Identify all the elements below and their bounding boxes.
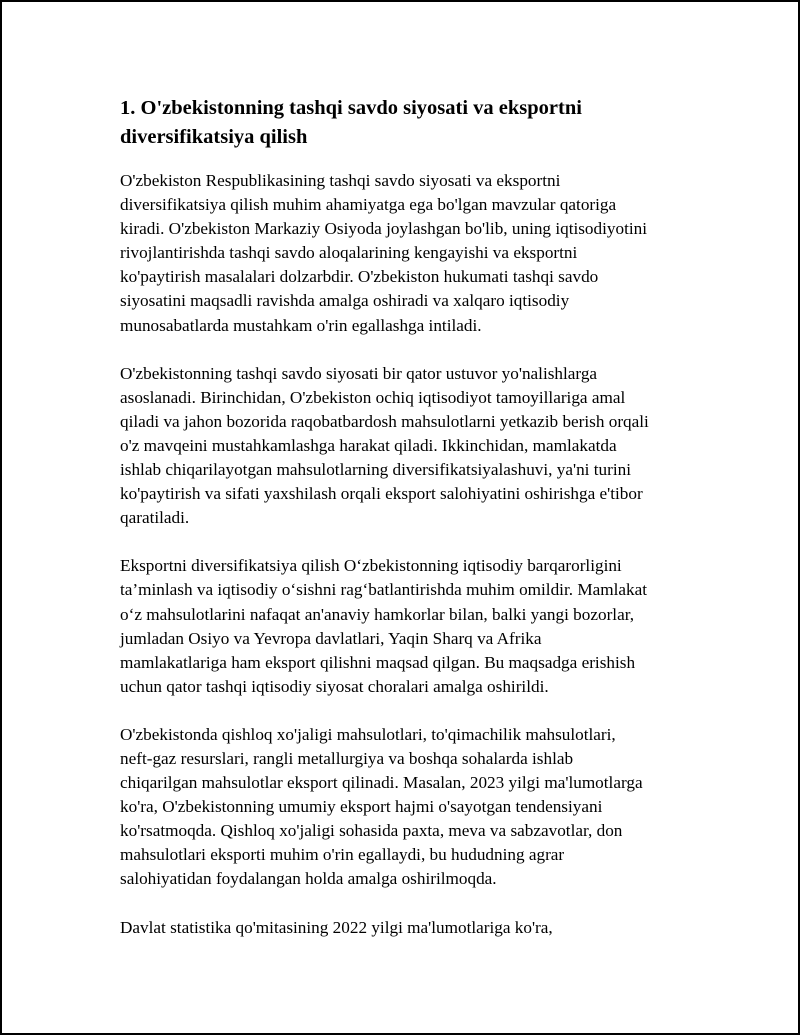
paragraph-line: rivojlantirishda tashqi savdo aloqalarining kengayishi va eksportni bbox=[120, 243, 578, 263]
paragraph-line: diversifikatsiya qilish muhim ahamiyatga ega bo'lgan mavzular qatoriga bbox=[120, 195, 617, 215]
paragraph-line: jumladan Osiyo va Yevropa davlatlari, Yaqin Sharq va Afrika bbox=[120, 628, 542, 648]
paragraph-line: ishlab chiqarilayotgan mahsulotlarning diversifikatsiyalashuvi, ya'ni turini bbox=[120, 460, 631, 480]
paragraph-line: O'zbekistonda qishloq xo'jaligi mahsulotlari, to'qimachilik mahsulotlari, bbox=[120, 724, 616, 744]
paragraph-line: Eksportni diversifikatsiya qilish O‘zbekistonning iqtisodiy barqarorligini bbox=[120, 556, 622, 576]
paragraph-line: qaratiladi. bbox=[120, 508, 190, 528]
paragraph-line: ko'paytirish va sifati yaxshilash orqali eksport salohiyatini oshirishga e'tibor bbox=[120, 484, 643, 504]
paragraph bbox=[120, 916, 692, 940]
paragraph-line: o‘z mahsulotlarini nafaqat an'anaviy hamkorlar bilan, balki yangi bozorlar, bbox=[120, 604, 635, 624]
paragraph-line: siyosatini maqsadli ravishda amalga oshiradi va xalqaro iqtisodiy bbox=[120, 291, 570, 311]
paragraph-line: qiladi va jahon bozorida raqobatbardosh mahsulotlarni yetkazib berish orqali bbox=[120, 411, 649, 431]
paragraph-line: mahsulotlari eksporti muhim o'rin egallaydi, bu hududning agrar bbox=[120, 845, 565, 865]
paragraph-line: munosabatlarda mustahkam o'rin egallashga intiladi. bbox=[120, 315, 482, 335]
section-heading bbox=[120, 94, 692, 152]
paragraph-line: O'zbekiston Respublikasining tashqi savdo siyosati va eksportni bbox=[120, 171, 561, 190]
paragraph-line: asoslanadi. Birinchidan, O'zbekiston ochiq iqtisodiyot tamoyillariga amal bbox=[120, 387, 626, 407]
paragraph-line: neft-gaz resurslari, rangli metallurgiya va boshqa sohalarda ishlab bbox=[120, 748, 574, 768]
paragraph bbox=[120, 723, 692, 892]
body-text bbox=[120, 169, 692, 940]
paragraph-line: ko'rsatmoqda. Qishloq xo'jaligi sohasida paxta, meva va sabzavotlar, don bbox=[120, 821, 623, 841]
paragraph-line: salohiyatidan foydalangan holda amalga oshirilmoqda. bbox=[120, 869, 497, 889]
paragraph-line: o'z mavqeini mustahkamlashga harakat qiladi. Ikkinchidan, mamlakatda bbox=[120, 435, 617, 455]
paragraph-line: ko'ra, O'zbekistonning umumiy eksport hajmi o'sayotgan tendensiyani bbox=[120, 797, 603, 817]
paragraph-line: O'zbekistonning tashqi savdo siyosati bir qator ustuvor yo'nalishlarga bbox=[120, 363, 598, 383]
paragraph-line: chiqarilgan mahsulotlar eksport qilinadi. Masalan, 2023 yilgi ma'lumotlarga bbox=[120, 773, 643, 793]
paragraph bbox=[120, 362, 692, 531]
document-content bbox=[120, 94, 692, 964]
paragraph-line: uchun qator tashqi iqtisodiy siyosat choralari amalga oshirildi. bbox=[120, 676, 549, 696]
paragraph bbox=[120, 169, 692, 338]
paragraph-line: Davlat statistika qo'mitasining 2022 yilgi ma'lumotlariga ko'ra, bbox=[120, 917, 553, 937]
paragraph-line: kiradi. O'zbekiston Markaziy Osiyoda joylashgan bo'lib, uning iqtisodiyotini bbox=[120, 219, 648, 239]
section-heading-line: diversifikatsiya qilish bbox=[120, 126, 308, 148]
paragraph bbox=[120, 554, 692, 699]
section-heading-line: 1. O'zbekistonning tashqi savdo siyosati va eksportni bbox=[120, 97, 582, 119]
paragraph-line: ta’minlash va iqtisodiy o‘sishni rag‘batlantirishda muhim omildir. Mamlakat bbox=[120, 580, 648, 600]
paragraph-line: mamlakatlariga ham eksport qilishni maqsad qilgan. Bu maqsadga erishish bbox=[120, 652, 636, 672]
paragraph-line: ko'paytirish masalalari dolzarbdir. O'zbekiston hukumati tashqi savdo bbox=[120, 267, 599, 287]
